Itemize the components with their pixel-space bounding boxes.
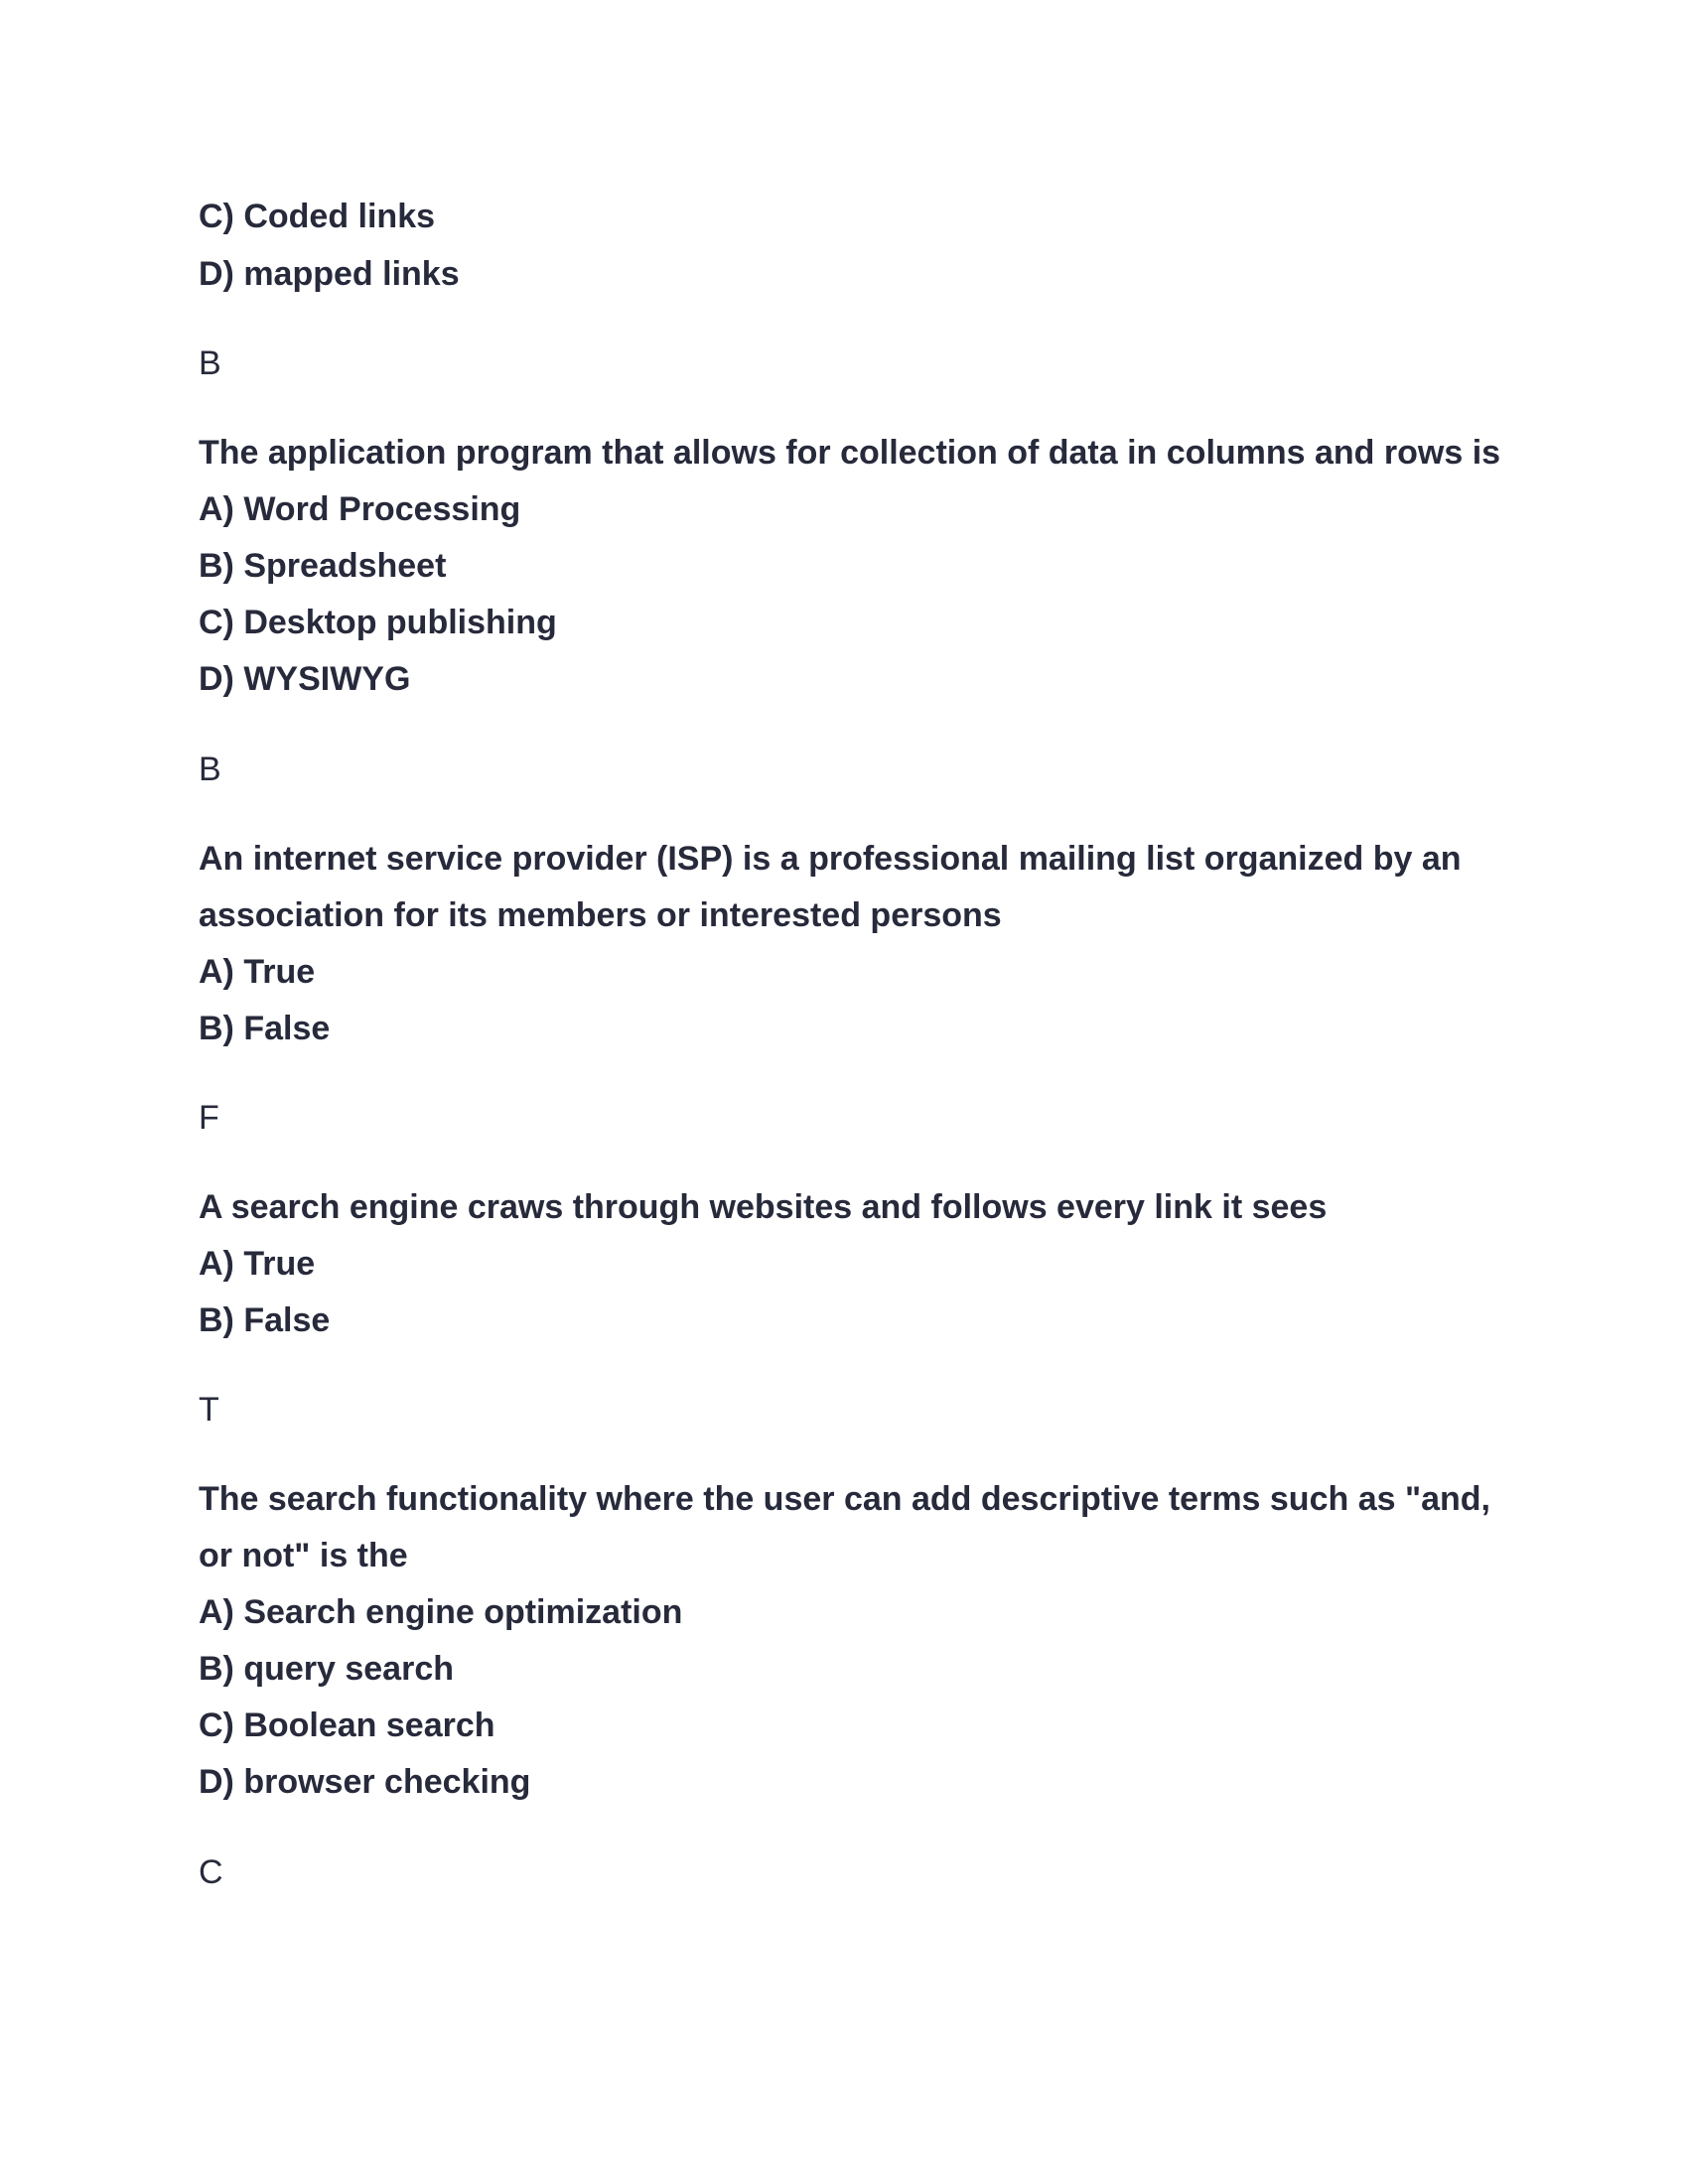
option-line: B) Spreadsheet [199,547,447,585]
question-line: or not" is the [199,1537,408,1574]
option-line: A) True [199,1245,316,1283]
question-line: The search functionality where the user can add descriptive terms such as "and, [199,1480,1490,1518]
answer-line: F [199,1099,219,1137]
answer-line: B [199,344,221,382]
option-line: A) Search engine optimization [199,1593,683,1631]
option-line: D) mapped links [199,255,460,293]
question-line: association for its members or interested persons [199,896,1002,934]
option-line: D) browser checking [199,1763,531,1801]
question-line: A search engine craws through websites and follows every link it sees [199,1188,1328,1226]
answer-line: B [199,751,221,788]
option-line: A) Word Processing [199,490,521,528]
option-line: B) query search [199,1650,454,1688]
answer-line: C [199,1853,223,1891]
question-line: The application program that allows for collection of data in columns and rows is [199,434,1501,472]
option-line: A) True [199,953,316,991]
option-line: B) False [199,1301,331,1339]
option-line: C) Desktop publishing [199,604,557,641]
option-line: C) Boolean search [199,1706,495,1744]
option-line: C) Coded links [199,198,436,235]
option-line: D) WYSIWYG [199,660,411,698]
option-line: B) False [199,1010,331,1047]
question-line: An internet service provider (ISP) is a professional mailing list organized by an [199,840,1462,878]
answer-line: T [199,1391,219,1429]
